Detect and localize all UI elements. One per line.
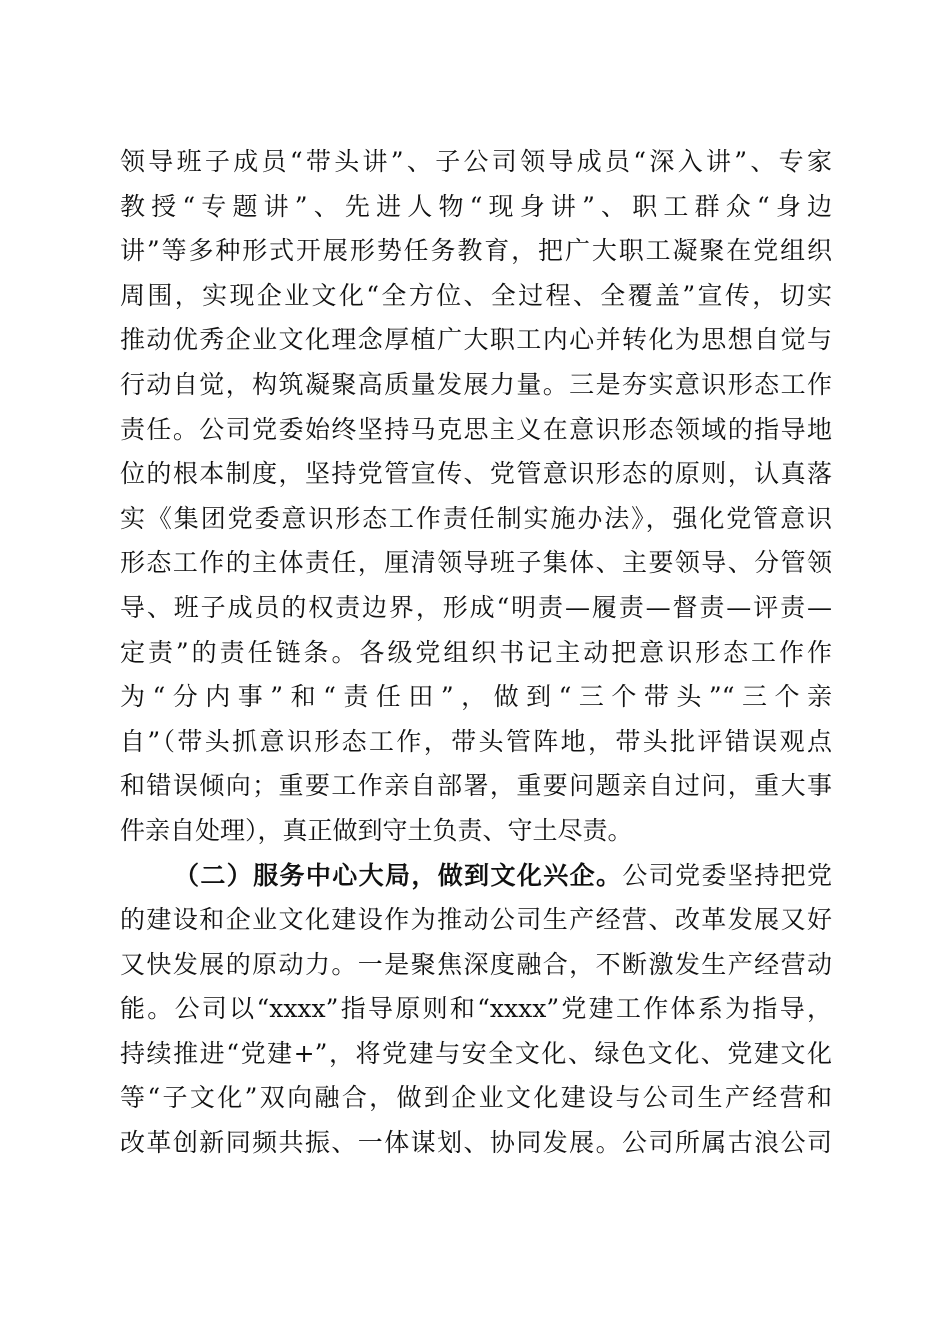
text-line: 为“分内事”和“责任田”，做到“三个带头”“三个亲: [120, 682, 832, 712]
text-line: 定责”的责任链条。各级党组织书记主动把意识形态工作作: [120, 637, 832, 667]
text-line: 形态工作的主体责任，厘清领导班子集体、主要领导、分管领: [120, 548, 832, 578]
section-heading-line: [120, 854, 832, 899]
text-line: 件亲自处理），真正做到守土负责、守土尽责。: [120, 815, 633, 845]
text-line: 周围，实现企业文化“全方位、全过程、全覆盖”宣传，切实: [120, 280, 832, 310]
text-line: 教授“专题讲”、先进人物“现身讲”、职工群众“身边: [120, 191, 832, 221]
body-text: [120, 140, 832, 1166]
text-line: 讲”等多种形式开展形势任务教育，把广大职工凝聚在党组织: [120, 236, 832, 266]
text-line: 推动优秀企业文化理念厚植广大职工内心并转化为思想自觉与: [120, 325, 832, 355]
text-line: 导、班子成员的权责边界，形成“明责—履责—督责—评责—: [120, 592, 832, 622]
section-heading: （二）服务中心大局，做到文化兴企。: [174, 860, 623, 890]
heading-line-text: 公司党委坚持把党: [622, 860, 832, 890]
text-line: 等“子文化”双向融合，做到企业文化建设与公司生产经营和: [120, 1083, 832, 1113]
text-line: 改革创新同频共振、一体谋划、协同发展。公司所属古浪公司: [120, 1128, 832, 1158]
text-line: 行动自觉，构筑凝聚高质量发展力量。三是夯实意识形态工作: [120, 369, 832, 399]
text-line: 自”（带头抓意识形态工作，带头管阵地，带头批评错误观点: [120, 726, 832, 756]
text-line: 领导班子成员“带头讲”、子公司领导成员“深入讲”、专家: [120, 147, 832, 176]
text-line: 又快发展的原动力。一是聚焦深度融合，不断激发生产经营动: [120, 949, 832, 979]
text-line: 能。公司以“xxxx”指导原则和“xxxx”党建工作体系为指导，: [120, 994, 832, 1024]
text-line: 实《集团党委意识形态工作责任制实施办法》，强化党管意识: [120, 503, 832, 533]
text-line: 持续推进“党建+”，将党建与安全文化、绿色文化、党建文化: [120, 1038, 832, 1068]
text-line: 的建设和企业文化建设作为推动公司生产经营、改革发展又好: [120, 905, 832, 935]
text-line: 位的根本制度，坚持党管宣传、党管意识形态的原则，认真落: [120, 459, 832, 489]
text-line: 责任。公司党委始终坚持马克思主义在意识形态领域的指导地: [120, 414, 832, 444]
text-line: 和错误倾向；重要工作亲自部署，重要问题亲自过问，重大事: [120, 771, 832, 801]
